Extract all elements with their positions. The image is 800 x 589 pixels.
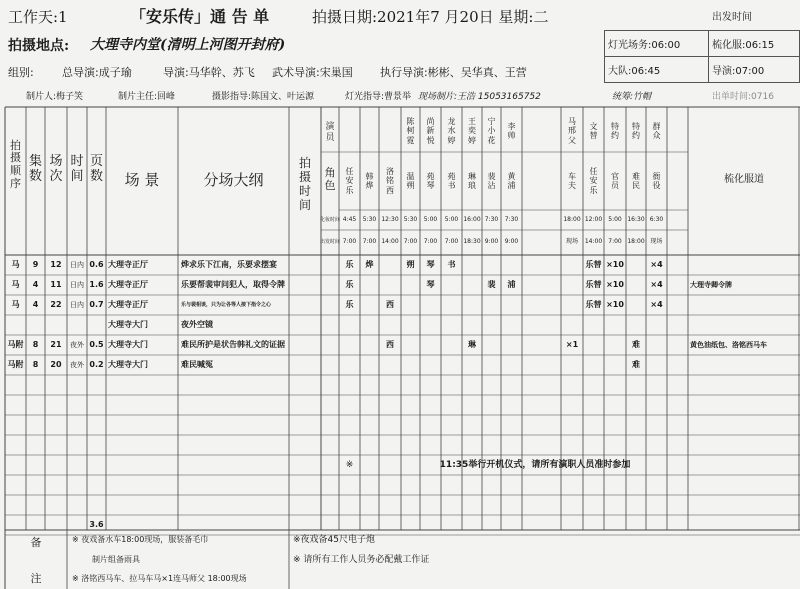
col-episode-char: 集 [28,154,42,170]
actor-name-char: 替 [589,131,598,140]
row-pages: 0.6 [89,260,104,269]
makeup-time: 7:30 [504,216,519,223]
photography-director: 摄影指导:陈国文、叶运源 [212,92,315,102]
makeup-time: 7:30 [484,216,499,223]
row-episode: 8 [32,340,39,349]
remark-line-5: ※ 请所有工作人员务必配戴工作证 [293,554,430,565]
row-actor-cell: 乐 [345,300,354,309]
actor-name [482,110,501,152]
row-scene: 12 [50,260,62,269]
row-note: 黄色油纸包、洛铭西马车 [690,340,767,349]
actor-name [401,110,420,152]
row-episode: 4 [32,300,39,309]
col-order-char: 拍 [10,138,21,152]
col-order [5,115,26,215]
role-name-char: 车 [568,171,576,181]
shoot-date: 拍摄日期:2021年7 月20日 星期:二 [312,8,549,26]
row-setting: 大理寺正厅 [108,280,148,289]
makeup-time: 6:30 [649,216,664,223]
role-name-char: 琴 [426,181,435,190]
role-name-char: 沾 [487,181,496,190]
role-name-char: 役 [652,181,661,190]
row-pages: 1.6 [89,280,104,289]
row-actor-cell: ×10 [606,260,624,269]
actor-name [604,110,626,152]
makeup-time: 18:00 [563,216,581,223]
actor-name-char: 约 [632,131,640,140]
row-episode: 9 [32,260,39,269]
actor-name-char: 霓 [406,135,415,145]
row-outline: 乐与裴相谈，只为让各等人接下指令之心 [181,301,272,308]
row-actor-cell: 书 [447,260,456,269]
site-producer: 现场制片:王浩 15053165752 [418,92,541,102]
actor-name-char: 马 [568,117,576,127]
remarks-label-top: 备 [30,535,42,549]
row-actor-cell: ×10 [606,300,624,309]
col-order-char: 顺 [10,164,21,177]
total-pages: 3.6 [89,520,104,529]
actor-name-char: 龙 [447,117,456,127]
actor-name-char: 宁 [487,117,496,127]
row-pages: 0.2 [89,360,104,369]
onset-time: 7:00 [403,238,418,245]
onset-time: 现场 [650,238,663,245]
col-makeup-notes: 梳化服道 [724,174,764,185]
makeup-time: 5:30 [403,216,418,223]
actor-name-char: 群 [652,121,661,131]
col-setting: 场 景 [124,170,160,189]
col-shoot-time-char: 时 [298,184,311,198]
remark-line-2: 制片组备雨具 [92,555,140,564]
onset-time: 7:00 [608,238,622,245]
onset-time: 18:30 [463,238,481,245]
director: 导演:马华幹、苏飞 [163,66,255,79]
remark-line-3: ※ 洛铭西马车、拉马车马×1连马师父 18:00现场 [72,574,247,583]
role-name [482,155,501,207]
row-actor-cell: 裴 [487,280,496,289]
onset-time [522,231,561,253]
role-name [501,155,522,207]
page-title: 「安乐传」通 告 单 [130,7,270,26]
row-time: 日内 [70,280,84,289]
row-actor-cell: 琴 [426,280,435,289]
depart-time-note: 出单时间:0716 [712,92,774,102]
row-actor-cell: 西 [386,300,394,309]
actor-name-char: 悦 [426,135,435,145]
role-name-char: 安 [345,176,354,186]
role-name [360,155,379,207]
location-value: 大理寺内堂(清明上河图开封府) [90,37,286,53]
location-label: 拍摄地点: [8,38,70,54]
row-outline: 难民所护是状告韩礼文的证据 [181,340,285,349]
notice-text: 11:35举行开机仪式，请所有演职人员准时参加 [439,459,631,470]
row-setting: 大理寺正厅 [108,300,148,309]
remark-line-1: ※ 夜戏备水车18:00现场，服装备毛巾 [72,535,209,544]
makeup-time: 12:30 [381,216,399,223]
role-name-char: 西 [386,185,394,195]
col-time-char: 时 [70,154,84,170]
exec-director: 执行导演:彬彬、吴华真、王营 [380,66,527,79]
actor-name-char: 水 [447,126,456,136]
actor-name-char: 邢 [568,126,576,136]
col-episode-char: 数 [28,169,42,184]
col-shoot-time [289,145,321,225]
notice-mark: ※ [345,459,354,470]
row-setting: 大理寺大门 [108,360,148,369]
makeup-time: 16:30 [627,216,645,223]
row-actor-cell: 浦 [507,280,516,289]
col-actor-label-char: 演 [325,122,335,133]
actor-name [561,110,583,152]
role-name-char: 烨 [365,181,374,190]
row-actor-cell: 乐替 [585,260,602,269]
depart-time-title: 出发时间 [712,12,752,23]
row-actor-cell: 西 [386,340,394,349]
role-name-char: 衙 [652,171,661,181]
row-actor-cell: 难 [632,340,640,349]
actor-name [626,110,646,152]
role-name-char: 任 [589,167,598,177]
row-order [5,315,26,335]
col-makeup-time: 化妆时间 [320,216,341,223]
lighting-call: 灯光场务:06:00 [605,31,709,57]
col-role-label-char: 色 [324,179,336,192]
row-actor-cell: ×4 [650,280,663,289]
actor-name [583,110,604,152]
role-name [441,155,462,207]
row-outline: 夜外空镜 [181,320,213,329]
role-name-char: 员 [611,181,619,190]
actor-name-char: 婷 [447,135,456,145]
remark-line-4: ※夜戏备45尺电子炮 [293,534,375,545]
row-pages: 0.5 [89,340,104,349]
actor-name-char: 帅 [507,131,516,140]
role-name [339,155,360,207]
col-actor-label [321,115,339,150]
role-name-char: 黄 [507,171,516,181]
production-manager: 制片主任:回峰 [118,92,176,102]
col-shoot-time-char: 间 [298,197,311,212]
actor-name-char: 文 [589,121,598,131]
col-pages-char: 页 [89,154,103,170]
role-name-char: 安 [589,176,598,186]
remarks-label-bottom: 注 [30,571,42,585]
row-actor-cell: 乐替 [585,300,602,309]
row-episode: 8 [32,360,39,369]
makeup-time: 5:30 [362,216,377,223]
row-time: 日内 [70,300,84,309]
row-actor-cell: ×4 [650,300,663,309]
actor-name-char: 小 [487,126,496,136]
role-name-char: 韩 [365,171,374,181]
col-outline: 分场大纲 [203,170,264,189]
role-name [401,155,420,207]
role-name [420,155,441,207]
row-actor-cell: 琴 [426,260,435,269]
makeup-time [522,211,561,229]
col-order-char: 摄 [10,151,21,165]
row-outline: 难民喊冤 [181,360,213,369]
row-order: 马附 [7,340,24,349]
row-outline: 烨求乐下江南，乐要求摆宴 [181,260,277,269]
col-time [67,140,87,200]
row-time: 夜外 [70,360,84,369]
onset-time: 7:00 [444,238,459,245]
col-scene-char: 场 [49,154,63,170]
coordinator: 统筹:竹帽 [612,92,652,102]
actor-name-char: 陈 [406,117,415,127]
role-name [561,155,583,207]
row-setting: 大理寺大门 [108,320,148,329]
role-name [604,155,626,207]
actor-name-char: 特 [611,121,619,131]
row-time: 夜外 [70,340,84,349]
role-name-char: 书 [447,181,456,190]
crew-call: 大队:06:45 [605,57,709,83]
action-director: 武术导演:宋巢国 [272,66,353,79]
role-name-char: 裴 [487,171,496,181]
actor-name-char: 花 [487,135,496,145]
row-order: 马附 [7,360,24,369]
actor-name-char: 约 [611,131,619,140]
actor-name [501,110,522,152]
lighting-director: 灯光指导:曹景举 [345,92,412,102]
role-name [583,155,604,207]
actor-name-char: 柯 [406,126,415,136]
actor-name-char: 婷 [468,135,476,145]
role-name-char: 朔 [406,181,415,190]
row-pages [87,315,106,335]
role-name-char: 琳 [468,171,476,181]
row-pages: 0.7 [89,300,104,309]
workday: 工作天:1 [8,8,68,26]
onset-time: 7:00 [342,238,357,245]
row-order: 马 [11,300,20,309]
col-episode [26,140,45,200]
group-label: 组别: [8,66,34,79]
row-time [67,315,87,335]
makeup-time: 16:00 [463,216,481,223]
role-name [646,155,667,207]
onset-time: 14:00 [584,238,603,245]
actor-name [646,110,667,152]
role-name-char: 难 [632,171,640,181]
row-actor-cell: 朔 [406,260,415,269]
actor-name-char: 李 [507,121,516,131]
actor-name [462,110,482,152]
onset-time: 现场 [565,238,578,245]
row-actor-cell: 琳 [468,340,476,349]
makeup-time: 5:00 [444,216,459,223]
col-time-char: 间 [70,169,84,184]
row-order: 马 [11,280,20,289]
makeup-call: 梳化服:06:15 [709,31,800,57]
col-role-label-char: 角 [324,166,336,180]
role-name-char: 乐 [589,185,598,195]
actor-name-char: 新 [426,126,435,136]
col-scene-char: 次 [49,169,63,184]
actor-name-char: 众 [652,131,661,140]
role-name-char: 官 [611,171,619,181]
onset-time: 7:00 [423,238,438,245]
row-actor-cell: ×4 [650,260,663,269]
col-order-char: 序 [10,176,21,190]
role-name-char: 洛 [386,167,394,177]
onset-time: 9:00 [484,238,499,245]
makeup-time: 12:00 [584,216,603,223]
makeup-time: 5:00 [608,216,622,223]
col-actor-label-char: 员 [325,132,335,143]
row-order: 马 [11,260,20,269]
onset-time: 9:00 [504,238,519,245]
role-name-char: 民 [632,181,640,190]
makeup-time [667,211,688,229]
row-outline: 乐要帮裴审问犯人，取得令牌 [181,280,285,289]
row-time: 日内 [70,260,84,269]
makeup-time: 4:45 [342,216,357,223]
col-role-label [321,155,339,205]
producer: 制片人:梅子笑 [26,92,84,102]
row-scene: 11 [50,280,62,289]
makeup-time: 5:00 [423,216,438,223]
col-shoot-time-char: 摄 [298,170,311,185]
row-scene: 22 [50,300,62,309]
director-call: 导演:07:00 [709,57,800,83]
role-name-char: 琅 [468,181,476,190]
col-scene [45,140,67,200]
actor-name [420,110,441,152]
row-actor-cell: 乐 [345,280,354,289]
role-name-char: 夫 [568,181,576,190]
role-name-char: 苑 [447,171,456,181]
row-actor-cell: 难 [632,360,640,369]
actor-name-char: 尚 [426,117,435,127]
row-setting: 大理寺大门 [108,340,148,349]
role-name-char: 铭 [386,176,394,186]
row-episode: 4 [32,280,39,289]
row-scene [45,315,67,335]
role-name [379,155,401,207]
onset-time: 7:00 [362,238,377,245]
actor-name-char: 特 [632,121,640,131]
col-onset-time: 出发时间 [320,238,341,245]
row-actor-cell: 乐 [345,260,354,269]
role-name [626,155,646,207]
row-scene: 20 [50,360,62,369]
actor-name [441,110,462,152]
row-actor-cell: ×1 [565,340,579,349]
row-episode [26,315,45,335]
row-note: 大理寺卿令牌 [690,280,732,289]
onset-time [667,231,688,253]
actor-name-char: 王 [468,117,476,127]
col-pages [87,140,106,200]
role-name-char: 任 [345,167,354,177]
col-pages-char: 数 [89,169,103,184]
role-name-char: 乐 [345,185,354,195]
role-name-char: 温 [406,171,415,181]
role-name-char: 苑 [426,171,435,181]
col-shoot-time-char: 拍 [298,156,311,171]
row-scene: 21 [50,340,62,349]
row-actor-cell: ×10 [606,280,624,289]
role-name [462,155,482,207]
row-setting: 大理寺正厅 [108,260,148,269]
actor-name-char: 父 [568,135,576,145]
role-name-char: 浦 [507,181,516,190]
chief-director: 总导演:成子瑜 [62,66,132,79]
row-actor-cell: 烨 [365,260,374,269]
onset-time: 18:00 [627,238,645,245]
row-actor-cell: 乐替 [585,280,602,289]
actor-name-char: 奕 [468,126,476,136]
onset-time: 14:00 [381,238,399,245]
